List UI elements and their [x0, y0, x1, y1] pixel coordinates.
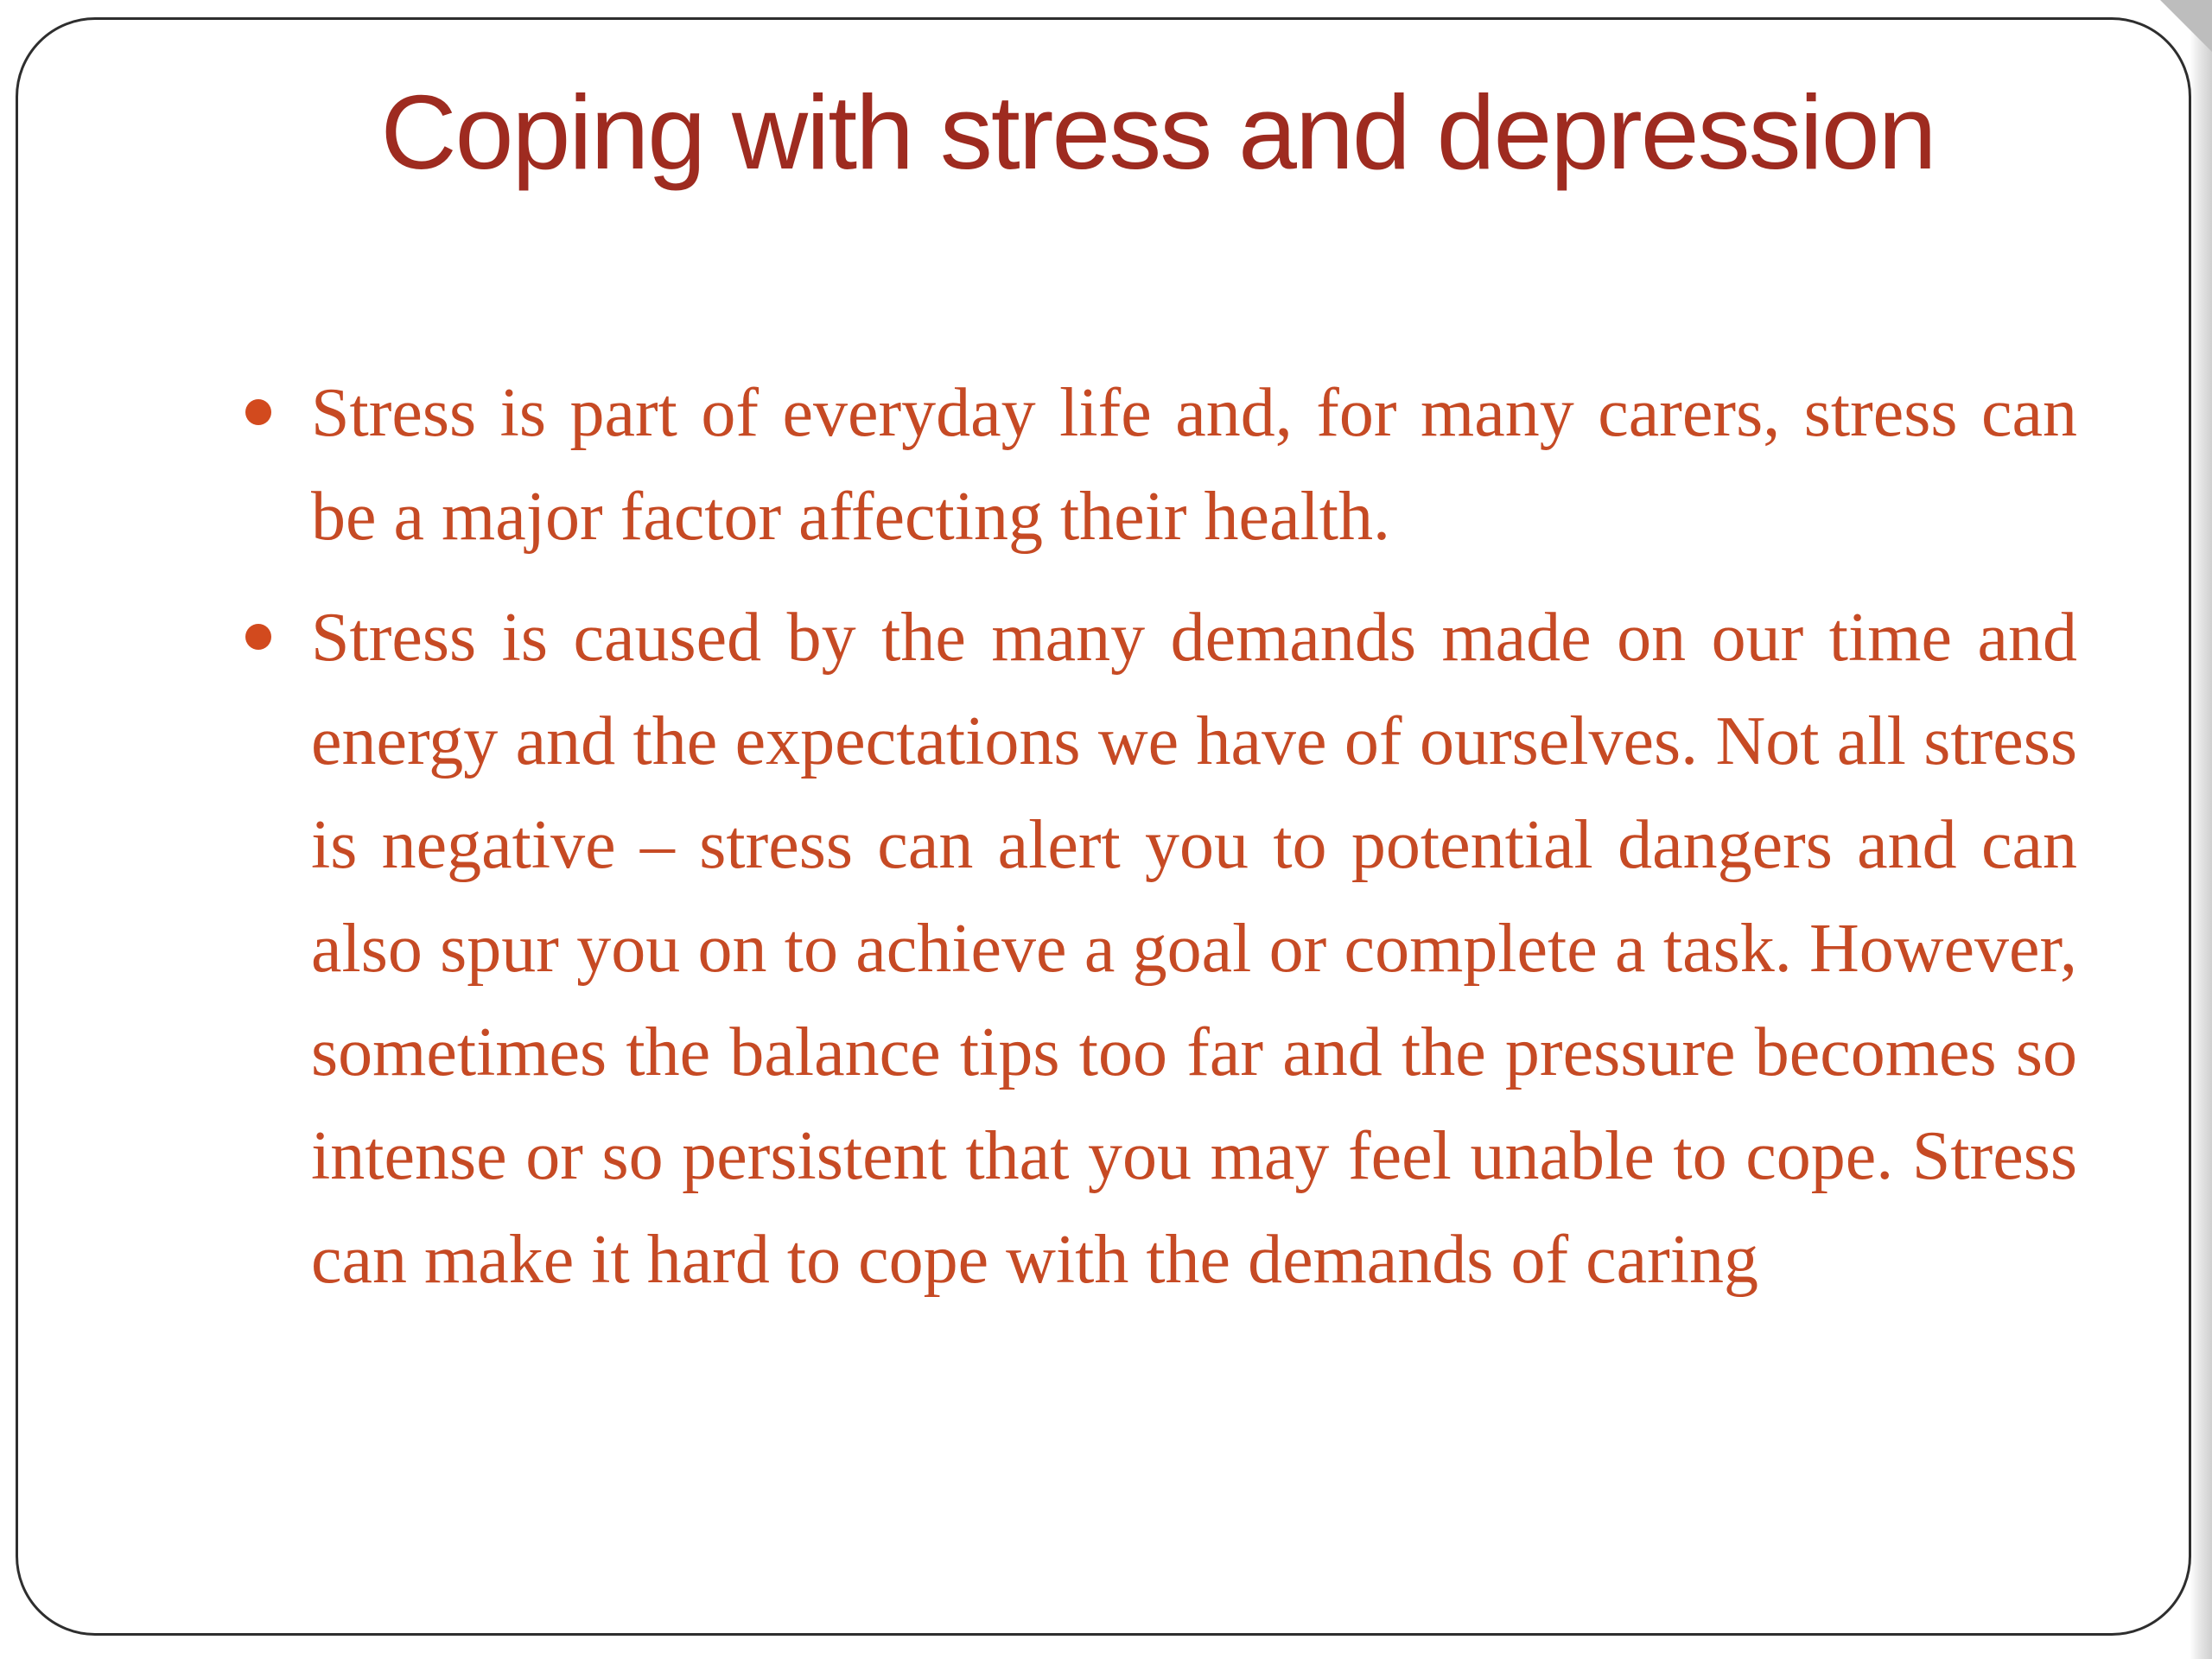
bullet-text: Stress is caused by the many demands made on our time and energy and the expectations we have of ourselves. Not all stress is negative – stress can alert you to potential dangers and can also spur you on to achieve a goal or complete a task. However, sometimes the balance tips too far and the pressure becomes so intense or so persistent that you may feel unable to cope. Stress can make it hard to cope with the demands of caring: [311, 600, 2077, 1298]
bullet-dot-icon: [245, 399, 271, 425]
bullet-list: [311, 361, 2077, 1329]
bullet-dot-icon: [245, 624, 271, 650]
page-edge-shadow: [2190, 0, 2212, 1659]
bullet-text: Stress is part of everyday life and, for many carers, stress can be a major factor affecting their health.: [311, 375, 2077, 555]
slide-title: Coping with stress and depression: [380, 73, 1936, 191]
bullet-item-stress-everyday: [311, 361, 2077, 569]
bullet-item-stress-causes: [311, 586, 2077, 1312]
